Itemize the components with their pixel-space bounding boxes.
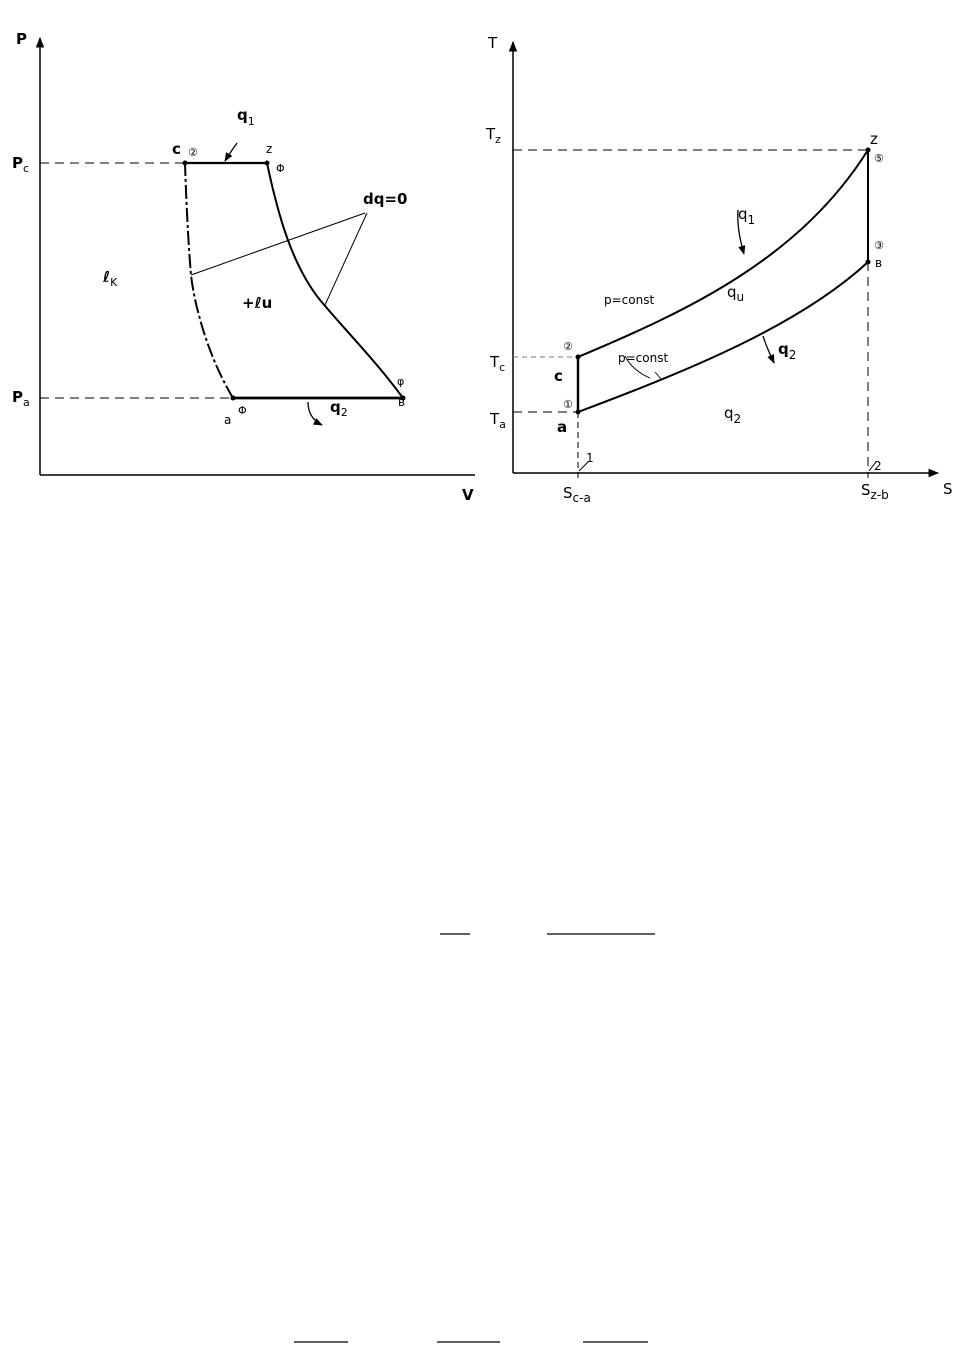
pv-point-a	[231, 396, 236, 401]
ts-y-axis-label: T	[488, 34, 498, 52]
ts-p-const-upper: p=const	[604, 293, 655, 307]
pv-circ-c: ②	[188, 146, 198, 159]
ts-upper-curve-cz	[578, 150, 868, 357]
pv-q1-arrow	[225, 143, 237, 161]
pv-point-z	[265, 161, 270, 166]
ts-tc-label: $T_c$	[490, 353, 506, 374]
ts-label-a: a	[557, 418, 568, 436]
ts-circ-b: ③	[874, 239, 884, 252]
formula-fraction-bars	[294, 934, 655, 1342]
ts-label-c: c	[554, 367, 563, 385]
ts-diagram	[485, 34, 953, 505]
pv-point-c	[183, 161, 188, 166]
pv-x-axis-label: V	[462, 486, 474, 504]
pv-circ-a: Φ	[238, 404, 247, 417]
ts-mark-1: 1	[586, 451, 594, 465]
pv-q2-arrow	[308, 402, 322, 425]
pv-label-c: c	[172, 140, 181, 158]
pv-dq-leader-1	[191, 213, 365, 275]
ts-p-const-lower: p=const	[618, 351, 669, 365]
pv-label-a: a	[224, 413, 232, 427]
pv-circ-z: Φ	[276, 162, 285, 175]
ts-q1-label: $q_1$	[738, 205, 756, 227]
pv-y-axis-label: P	[16, 30, 27, 48]
ts-q2-arrow	[763, 336, 774, 363]
ts-point-b	[866, 260, 871, 265]
ts-sca-label: $S_{c-a}$	[563, 484, 591, 505]
pv-circ-b: φ	[397, 375, 405, 388]
pv-dq-label: dq=0	[363, 190, 408, 208]
ts-label-z: z	[870, 130, 878, 148]
ts-qu-label: $q_u$	[727, 283, 745, 304]
pv-label-z: z	[266, 142, 273, 156]
ts-label-b: в	[875, 256, 883, 270]
ts-point-a	[576, 410, 581, 415]
pv-label-b: в	[398, 395, 406, 409]
pv-dq-leader-2	[325, 213, 367, 305]
ts-q2-arrow-label: $q_2$	[778, 340, 797, 362]
pv-compression-curve	[185, 163, 233, 398]
ts-ta-label: $T_a$	[490, 410, 506, 431]
ts-p-const-tick	[655, 372, 662, 380]
pv-diagram	[12, 30, 475, 504]
pv-pc-label: $P_c$	[12, 154, 30, 175]
pv-q2-label: $q_2$	[330, 398, 348, 419]
pv-pa-label: $P_a$	[12, 388, 30, 409]
pv-lk-label: ℓ$_K$	[103, 268, 118, 289]
ts-q2-label: $q_2$	[724, 404, 742, 426]
ts-circ-c: ②	[563, 340, 573, 353]
ts-tz-label: $T_z$	[486, 125, 501, 146]
pv-lu-label: +ℓu	[242, 294, 273, 312]
ts-x-axis-label: S	[943, 480, 953, 498]
ts-circ-a: ①	[563, 398, 573, 411]
ts-point-c	[576, 355, 581, 360]
ts-circ-z: ⑤	[874, 152, 884, 165]
pv-q1-label: $q_1$	[237, 106, 255, 128]
ts-mark-2: 2	[874, 459, 882, 473]
ts-szb-label: $S_{z-b}$	[861, 481, 889, 502]
ts-point-z	[866, 148, 871, 153]
ts-lower-curve-ab	[578, 262, 868, 412]
